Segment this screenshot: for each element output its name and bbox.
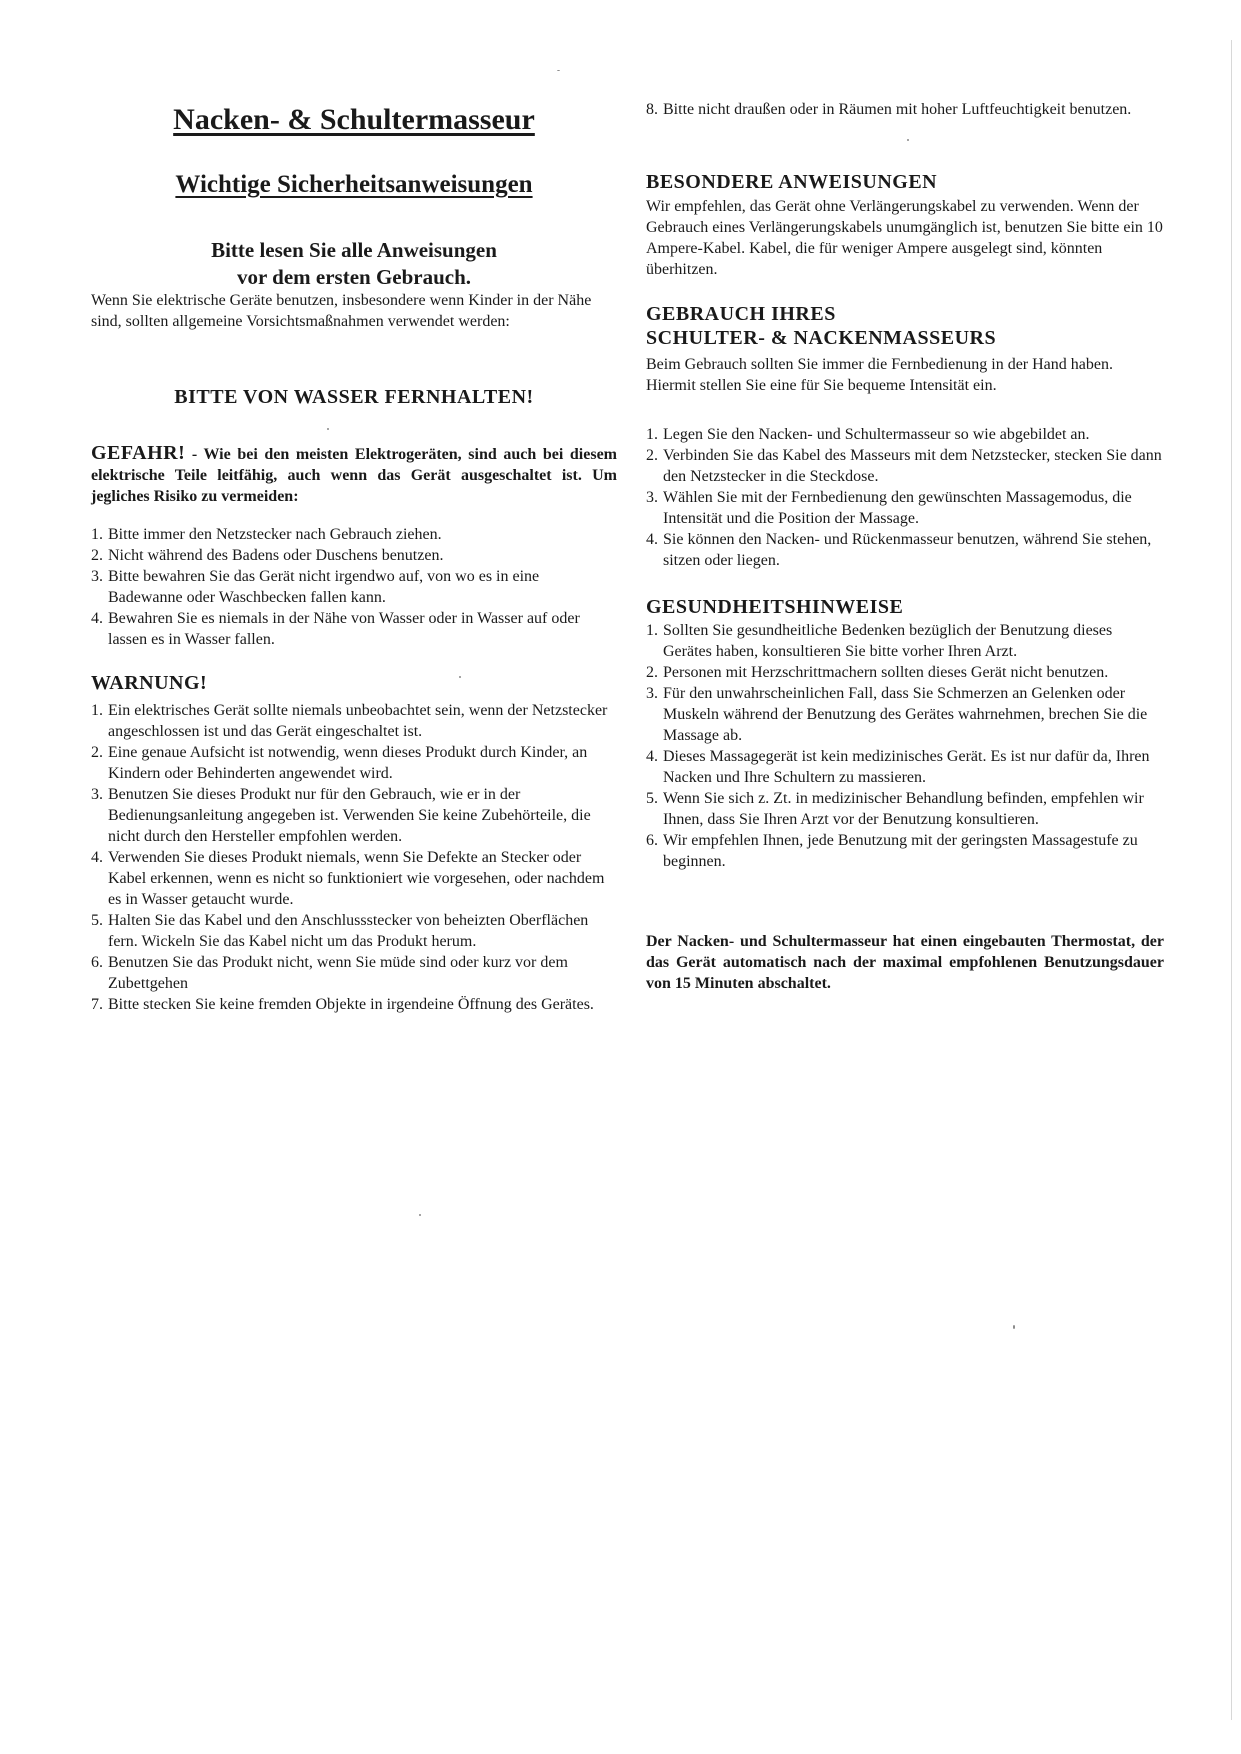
list-item: 2. Eine genaue Aufsicht ist notwendig, wenn dieses Produkt durch Kinder, an Kindern oder Behinderten angewendet wird. [91, 744, 588, 782]
danger-word: GEFAHR! [91, 442, 186, 464]
list-item: 8. Bitte nicht draußen oder in Räumen mit hoher Luftfeuchtigkeit benutzen. [646, 101, 1132, 118]
health-notes-heading: GESUNDHEITSHINWEISE [646, 596, 904, 618]
list-item: 6. Benutzen Sie das Produkt nicht, wenn Sie müde sind oder kurz vor dem Zubettgehen [91, 954, 568, 992]
danger-paragraph [91, 443, 617, 507]
list-item: 6. Wir empfehlen Ihnen, jede Benutzung mit der geringsten Massagestufe zu beginnen. [646, 832, 1138, 870]
list-item: 2. Nicht während des Badens oder Duschens benutzen. [91, 547, 444, 564]
list-item: 3. Für den unwahrscheinlichen Fall, dass Sie Schmerzen an Gelenken oder Muskeln während der Benutzung des Gerätes wahrnehmen, brechen Sie die Massage ab. [646, 685, 1148, 744]
list-item: 2. Verbinden Sie das Kabel des Masseurs mit dem Netzstecker, stecken Sie dann den Netzstecker in die Steckdose. [646, 447, 1162, 485]
list-item: 4. Sie können den Nacken- und Rückenmasseur benutzen, während Sie stehen, sitzen oder liegen. [646, 531, 1152, 569]
document-title: Nacken- & Schultermasseur [173, 103, 535, 136]
warning-list [91, 700, 617, 1015]
usage-list [646, 424, 1164, 571]
scan-speck [907, 139, 909, 141]
list-item: 1. Bitte immer den Netzstecker nach Gebrauch ziehen. [91, 526, 442, 543]
special-instructions-text: Wir empfehlen, das Gerät ohne Verlängerungskabel zu verwenden. Wenn der Gebrauch eines Verlängerungskabels unumgänglich ist, benutzen Sie bitte ein 10 Ampere-Kabel. Kabel, die für weniger Ampere ausgelegt sind, könnten überhitzen. [646, 198, 1163, 278]
scan-speck [557, 70, 560, 71]
list-item: 4. Verwenden Sie dieses Produkt niemals, wenn Sie Defekte an Stecker oder Kabel erkennen, wenn es nicht so funktioniert wie vorgesehen, oder nachdem es in Wasser getaucht wurde. [91, 849, 605, 908]
intro-paragraph: Wenn Sie elektrische Geräte benutzen, insbesondere wenn Kinder in der Nähe sind, sollten allgemeine Vorsichtsmaßnahmen verwendet werden: [91, 292, 592, 330]
list-item: 1. Legen Sie den Nacken- und Schultermasseur so wie abgebildet an. [646, 426, 1090, 443]
scan-speck [327, 428, 329, 430]
safety-subtitle: Wichtige Sicherheitsanweisungen [175, 171, 533, 198]
read-instructions-line-2: vor dem ersten Gebrauch. [236, 265, 472, 289]
scan-edge [1231, 40, 1232, 1720]
water-warning-heading: BITTE VON WASSER FERNHALTEN! [174, 386, 534, 408]
list-item: 3. Bitte bewahren Sie das Gerät nicht irgendwo auf, von wo es in eine Badewanne oder Waschbecken fallen kann. [91, 568, 540, 606]
thermostat-note: Der Nacken- und Schultermasseur hat einen eingebauten Thermostat, der das Gerät automatisch nach der maximal empfohlenen Benutzungsdauer von 15 Minuten abschaltet. [646, 933, 1164, 992]
read-instructions-heading [91, 237, 617, 291]
warning-list-continued [646, 99, 1164, 120]
special-instructions-heading: BESONDERE ANWEISUNGEN [646, 171, 938, 193]
read-instructions-line-1: Bitte lesen Sie alle Anweisungen [211, 238, 497, 262]
list-item: 1. Sollten Sie gesundheitliche Bedenken bezüglich der Benutzung dieses Gerätes haben, konsultieren Sie bitte vorher Ihren Arzt. [646, 622, 1113, 660]
scan-speck [459, 676, 461, 678]
list-item: 7. Bitte stecken Sie keine fremden Objekte in irgendeine Öffnung des Gerätes. [91, 996, 594, 1013]
usage-heading [646, 302, 1164, 350]
list-item: 3. Wählen Sie mit der Fernbedienung den gewünschten Massagemodus, die Intensität und die Position der Massage. [646, 489, 1132, 527]
usage-heading-line-1: GEBRAUCH IHRES [646, 303, 836, 325]
danger-text: - Wie bei den meisten Elektrogeräten, sind auch bei diesem elektrische Teile leitfähig, auch wenn das Gerät ausgeschaltet ist. Um jegliches Risiko zu vermeiden: [91, 446, 617, 505]
health-list [646, 620, 1164, 872]
list-item: 4. Dieses Massagegerät ist kein medizinisches Gerät. Es ist nur dafür da, Ihren Nacken und Ihre Schultern zu massieren. [646, 748, 1150, 786]
list-item: 5. Wenn Sie sich z. Zt. in medizinischer Behandlung befinden, empfehlen wir Ihnen, dass Sie Ihren Arzt vor der Benutzung konsultieren. [646, 790, 1144, 828]
danger-list [91, 524, 617, 650]
scan-speck [1013, 1325, 1015, 1329]
warning-heading: WARNUNG! [91, 672, 208, 694]
list-item: 4. Bewahren Sie es niemals in der Nähe von Wasser oder in Wasser auf oder lassen es in Wasser fallen. [91, 610, 580, 648]
usage-intro: Beim Gebrauch sollten Sie immer die Fernbedienung in der Hand haben. Hiermit stellen Sie eine für Sie bequeme Intensität ein. [646, 356, 1113, 394]
scan-speck [419, 1214, 421, 1216]
list-item: 1. Ein elektrisches Gerät sollte niemals unbeobachtet sein, wenn der Netzstecker angeschlossen ist und das Gerät eingeschaltet ist. [91, 702, 608, 740]
list-item: 5. Halten Sie das Kabel und den Anschlussstecker von beheizten Oberflächen fern. Wickeln Sie das Kabel nicht um das Produkt herum. [91, 912, 589, 950]
list-item: 2. Personen mit Herzschrittmachern sollten dieses Gerät nicht benutzen. [646, 664, 1109, 681]
usage-heading-line-2: SCHULTER- & NACKENMASSEURS [646, 327, 997, 349]
list-item: 3. Benutzen Sie dieses Produkt nur für den Gebrauch, wie er in der Bedienungsanleitung angegeben ist. Verwenden Sie keine Zubehörteile, die nicht durch den Hersteller empfohlen werden. [91, 786, 591, 845]
